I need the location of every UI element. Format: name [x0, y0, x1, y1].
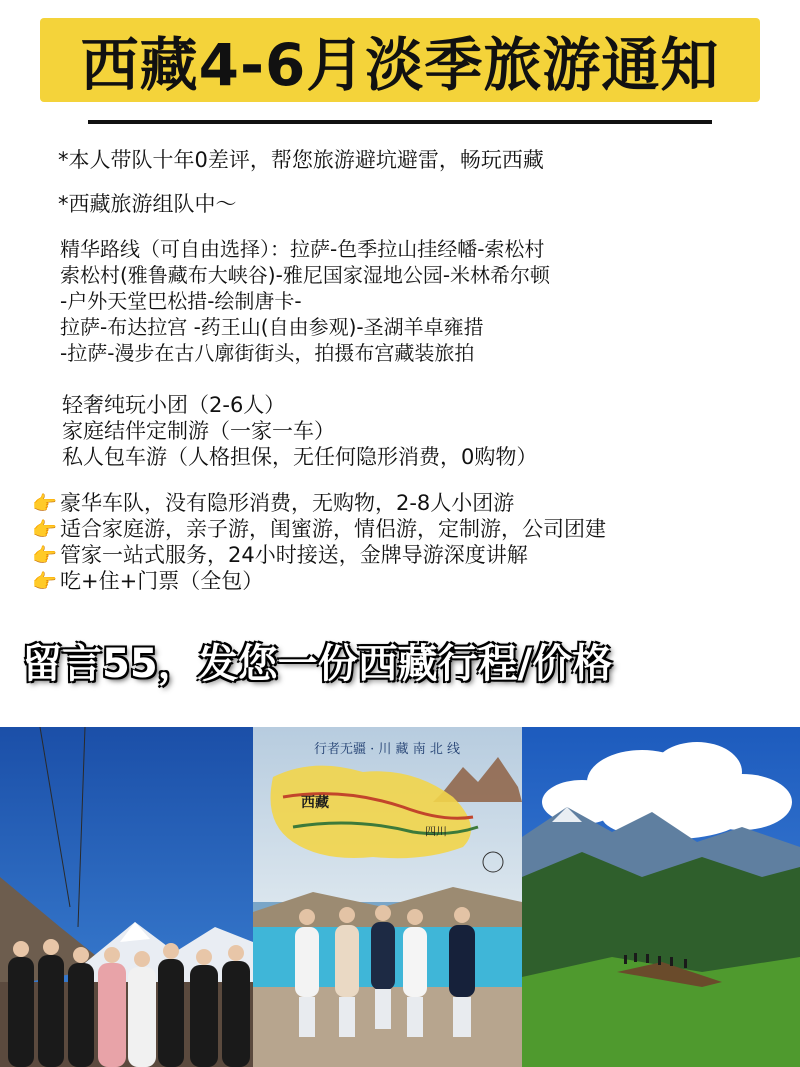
package-item: 家庭结伴定制游（一家一车）: [62, 419, 335, 443]
feature-text: 豪华车队，没有隐形消费，无购物，2-8人小团游: [60, 491, 515, 515]
group-mountain-photo: [0, 727, 253, 1067]
title-divider: [88, 120, 712, 124]
pointing-hand-icon: 👉: [32, 569, 57, 593]
intro-line-2: *西藏旅游组队中～: [58, 192, 237, 216]
title-banner: [40, 18, 760, 102]
map-lake-illustration: [253, 727, 522, 1067]
feature-text: 吃+住+门票（全包）: [60, 569, 264, 593]
grassland-illustration: [522, 727, 800, 1067]
feature-item: [32, 542, 606, 568]
feature-list: [32, 490, 606, 594]
grassland-photo: [522, 727, 800, 1067]
map-label-xizang: 西藏: [301, 795, 329, 811]
package-item: 轻奢纯玩小团（2-6人）: [62, 393, 286, 417]
pointing-hand-icon: 👉: [32, 517, 57, 541]
pointing-hand-icon: 👉: [32, 543, 57, 567]
route-line: -拉萨-漫步在古八廓街街头，拍摄布宫藏装旅拍: [60, 341, 475, 365]
group-mountain-illustration: [0, 727, 253, 1067]
lake-group-photo: [253, 727, 522, 1067]
intro-line-1: *本人带队十年0差评，帮您旅游避坑避雷，畅玩西藏: [58, 148, 544, 172]
page-title: 西藏4-6月淡季旅游通知: [80, 31, 720, 99]
pointing-hand-icon: 👉: [32, 491, 57, 515]
feature-text: 适合家庭游，亲子游，闺蜜游，情侣游，定制游，公司团建: [60, 517, 606, 541]
feature-text: 管家一站式服务，24小时接送，金牌导游深度讲解: [60, 543, 528, 567]
photo-strip: [0, 727, 800, 1067]
package-list: [62, 392, 537, 470]
route-section: [60, 236, 550, 366]
map-title: 行者无疆 · 川 藏 南 北 线: [314, 742, 460, 757]
feature-item: [32, 516, 606, 542]
feature-item: [32, 568, 606, 594]
call-to-action: 留言55，发您一份西藏行程/价格: [22, 641, 613, 687]
route-line: -户外天堂巴松措-绘制唐卡-: [60, 289, 302, 313]
map-label-sichuan: 四川: [425, 825, 447, 838]
package-item: 私人包车游（人格担保，无任何隐形消费，0购物）: [62, 445, 538, 469]
route-line: 索松村(雅鲁藏布大峡谷)-雅尼国家湿地公园-米林希尔顿: [60, 263, 551, 287]
route-line: 拉萨-布达拉宫 -药王山(自由参观)-圣湖羊卓雍措: [60, 315, 484, 339]
route-line: 精华路线（可自由选择）：拉萨-色季拉山挂经幡-索松村: [60, 237, 545, 261]
feature-item: [32, 490, 606, 516]
